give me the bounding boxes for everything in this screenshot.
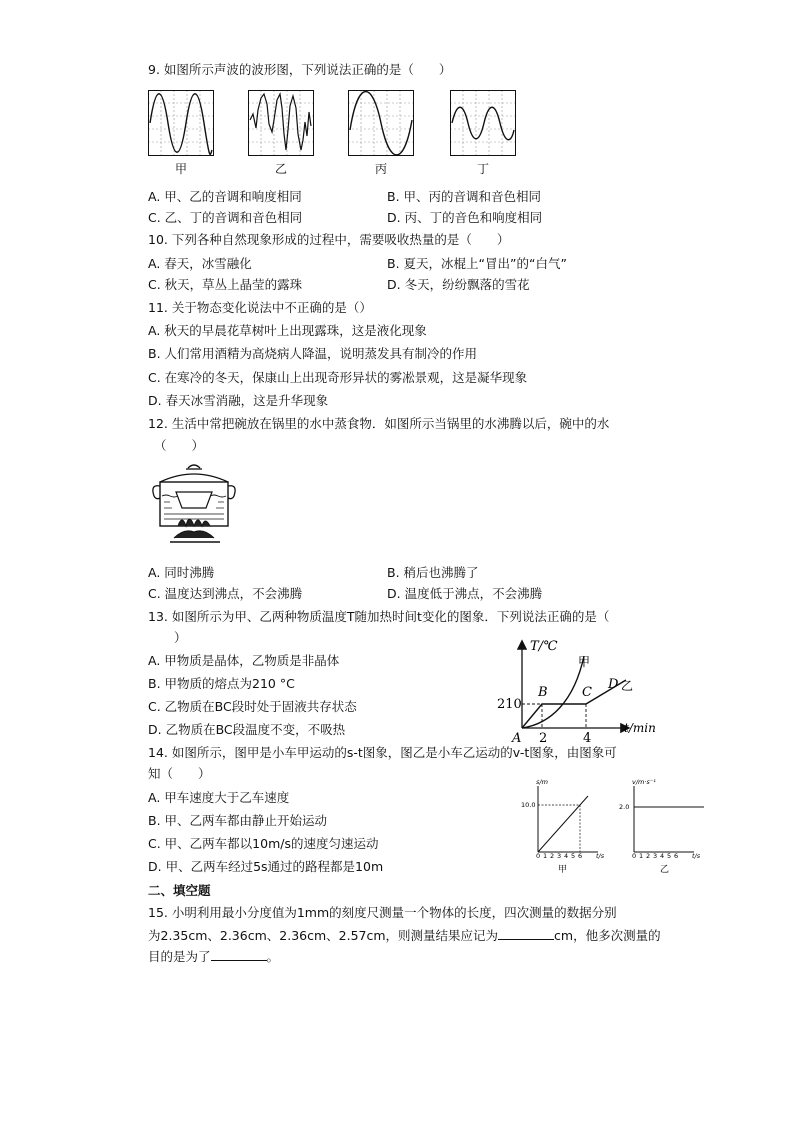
vt-xtick-1: 1 <box>639 852 644 860</box>
st-xtick-3: 3 <box>557 852 562 860</box>
q13-option-b[interactable]: B. 甲物质的熔点为210 °C <box>148 676 295 691</box>
q13-stem-paren: ） <box>174 630 187 645</box>
vt-xtick-5: 5 <box>667 852 672 860</box>
q10-stem: 10. 下列各种自然现象形成的过程中，需要吸收热量的是（ ） <box>148 232 510 247</box>
q11-option-c[interactable]: C. 在寒冷的冬天，保康山上出现奇形异状的雾凇景观，这是凝华现象 <box>148 370 528 385</box>
vt-caption: 乙 <box>660 865 670 875</box>
q9-option-d[interactable]: D. 丙、丁的音色和响度相同 <box>387 210 543 225</box>
temperature-time-graph <box>490 632 670 748</box>
q9-option-b[interactable]: B. 甲、丙的音调和音色相同 <box>387 189 542 204</box>
graph-st-jia <box>516 776 612 876</box>
q9-option-c[interactable]: C. 乙、丁的音调和音色相同 <box>148 210 303 225</box>
point-b-label: B <box>538 685 548 700</box>
q15-line3-text-b: 。 <box>266 949 280 964</box>
q13-option-a[interactable]: A. 甲物质是晶体，乙物质是非晶体 <box>148 653 340 668</box>
q12-stem: 12. 生活中常把碗放在锅里的水中蒸食物．如图所示当锅里的水沸腾以后，碗中的水 <box>148 416 610 431</box>
curve-jia-label: 甲 <box>578 655 591 669</box>
q14-option-a[interactable]: A. 甲车速度大于乙车速度 <box>148 790 290 805</box>
vt-x-label: t/s <box>692 852 701 860</box>
vt-y-label: v/m·s⁻¹ <box>632 778 656 786</box>
q10-option-b[interactable]: B. 夏天，冰棍上“冒出”的“白气” <box>387 256 567 271</box>
q14-option-c[interactable]: C. 甲、乙两车都以10m/s的速度匀速运动 <box>148 836 379 851</box>
vt-xtick-3: 3 <box>653 852 658 860</box>
q11-option-a[interactable]: A. 秋天的早晨花草树叶上出现露珠，这是液化现象 <box>148 323 427 338</box>
waveform-yi <box>248 90 314 156</box>
t-axis-x-label: t/min <box>624 721 656 735</box>
q10-option-d[interactable]: D. 冬天，纷纷飘落的雪花 <box>387 277 530 292</box>
q11-option-d[interactable]: D. 春天冰雪消融，这是升华现象 <box>148 393 329 408</box>
vt-ytick: 2.0 <box>619 803 630 811</box>
q15-line3-text-a: 目的是为了 <box>148 949 211 964</box>
waveform-jia <box>148 90 214 156</box>
q13-option-c[interactable]: C. 乙物质在BC段时处于固液共存状态 <box>148 699 357 714</box>
st-xtick-2: 2 <box>550 852 555 860</box>
q15-answer-blank-2[interactable] <box>211 948 267 961</box>
q15-answer-blank-1[interactable] <box>498 927 554 940</box>
waveform-ding <box>450 90 516 156</box>
st-xtick-1: 1 <box>543 852 548 860</box>
curve-yi-label: 乙 <box>621 679 634 693</box>
t-ytick-210: 210 <box>497 697 522 712</box>
q15-line2-text-b: cm，他多次测量的 <box>554 928 661 943</box>
q15-line1: 15. 小明利用最小分度值为1mm的刻度尺测量一个物体的长度，四次测量的数据分别 <box>148 905 617 920</box>
st-xtick-6: 6 <box>578 852 583 860</box>
q12-stem-paren: （ ） <box>154 438 205 453</box>
q10-option-c[interactable]: C. 秋天，草丛上晶莹的露珠 <box>148 277 303 292</box>
q14-option-d[interactable]: D. 甲、乙两车经过5s通过的路程都是10m <box>148 859 384 874</box>
point-c-label: C <box>582 685 592 700</box>
q10-option-a[interactable]: A. 春天，冰雪融化 <box>148 256 252 271</box>
q9-option-a[interactable]: A. 甲、乙的音调和响度相同 <box>148 189 302 204</box>
q13-stem: 13. 如图所示为甲、乙两种物质温度T随加热时间t变化的图象．下列说法正确的是（ <box>148 609 610 624</box>
waveform-yi-caption: 乙 <box>274 162 287 176</box>
vt-xtick-6: 6 <box>674 852 679 860</box>
q13-option-d[interactable]: D. 乙物质在BC段温度不变，不吸热 <box>148 722 346 737</box>
st-ytick: 10.0 <box>521 801 536 809</box>
q15-line2-text-a: 为2.35cm、2.36cm、2.36cm、2.57cm，则测量结果应记为 <box>148 928 499 943</box>
vt-xtick-2: 2 <box>646 852 651 860</box>
q12-option-d[interactable]: D. 温度低于沸点，不会沸腾 <box>387 586 543 601</box>
q12-option-b[interactable]: B. 稍后也沸腾了 <box>387 565 479 580</box>
q9-stem: 9. 如图所示声波的波形图，下列说法正确的是（ ） <box>148 62 452 77</box>
t-xtick-4: 4 <box>583 731 592 746</box>
waveform-bing <box>348 90 414 156</box>
st-xtick-0: 0 <box>536 852 541 860</box>
st-y-label: s/m <box>536 778 548 786</box>
waveform-bing-caption: 丙 <box>374 162 387 176</box>
q15-line3 <box>148 948 279 965</box>
st-xtick-5: 5 <box>571 852 576 860</box>
vt-xtick-4: 4 <box>660 852 665 860</box>
q15-line2 <box>148 927 661 944</box>
q12-option-a[interactable]: A. 同时沸腾 <box>148 565 215 580</box>
st-xtick-4: 4 <box>564 852 569 860</box>
st-caption: 甲 <box>558 865 568 875</box>
t-axis-y-label: T/℃ <box>530 639 558 654</box>
vt-xtick-0: 0 <box>632 852 637 860</box>
graph-vt-yi <box>612 776 712 876</box>
point-a-label: A <box>512 731 522 746</box>
steaming-pot-figure <box>148 462 240 552</box>
q14-stem: 14. 如图所示，图甲是小车甲运动的s-t图象，图乙是小车乙运动的v-t图象，由图象可 <box>148 745 617 760</box>
q11-option-b[interactable]: B. 人们常用酒精为高烧病人降温，说明蒸发具有制冷的作用 <box>148 346 478 361</box>
waveform-ding-caption: 丁 <box>476 162 489 176</box>
t-xtick-2: 2 <box>539 731 548 746</box>
st-x-label: t/s <box>596 852 605 860</box>
point-d-label: D <box>608 677 619 692</box>
waveform-jia-caption: 甲 <box>174 162 187 176</box>
q12-option-c[interactable]: C. 温度达到沸点，不会沸腾 <box>148 586 303 601</box>
q14-stem-paren: 知（ ） <box>148 766 211 781</box>
q14-option-b[interactable]: B. 甲、乙两车都由静止开始运动 <box>148 813 328 828</box>
q11-stem: 11. 关于物态变化说法中不正确的是（） <box>148 300 372 315</box>
section-fill-in-title: 二、填空题 <box>148 883 211 898</box>
